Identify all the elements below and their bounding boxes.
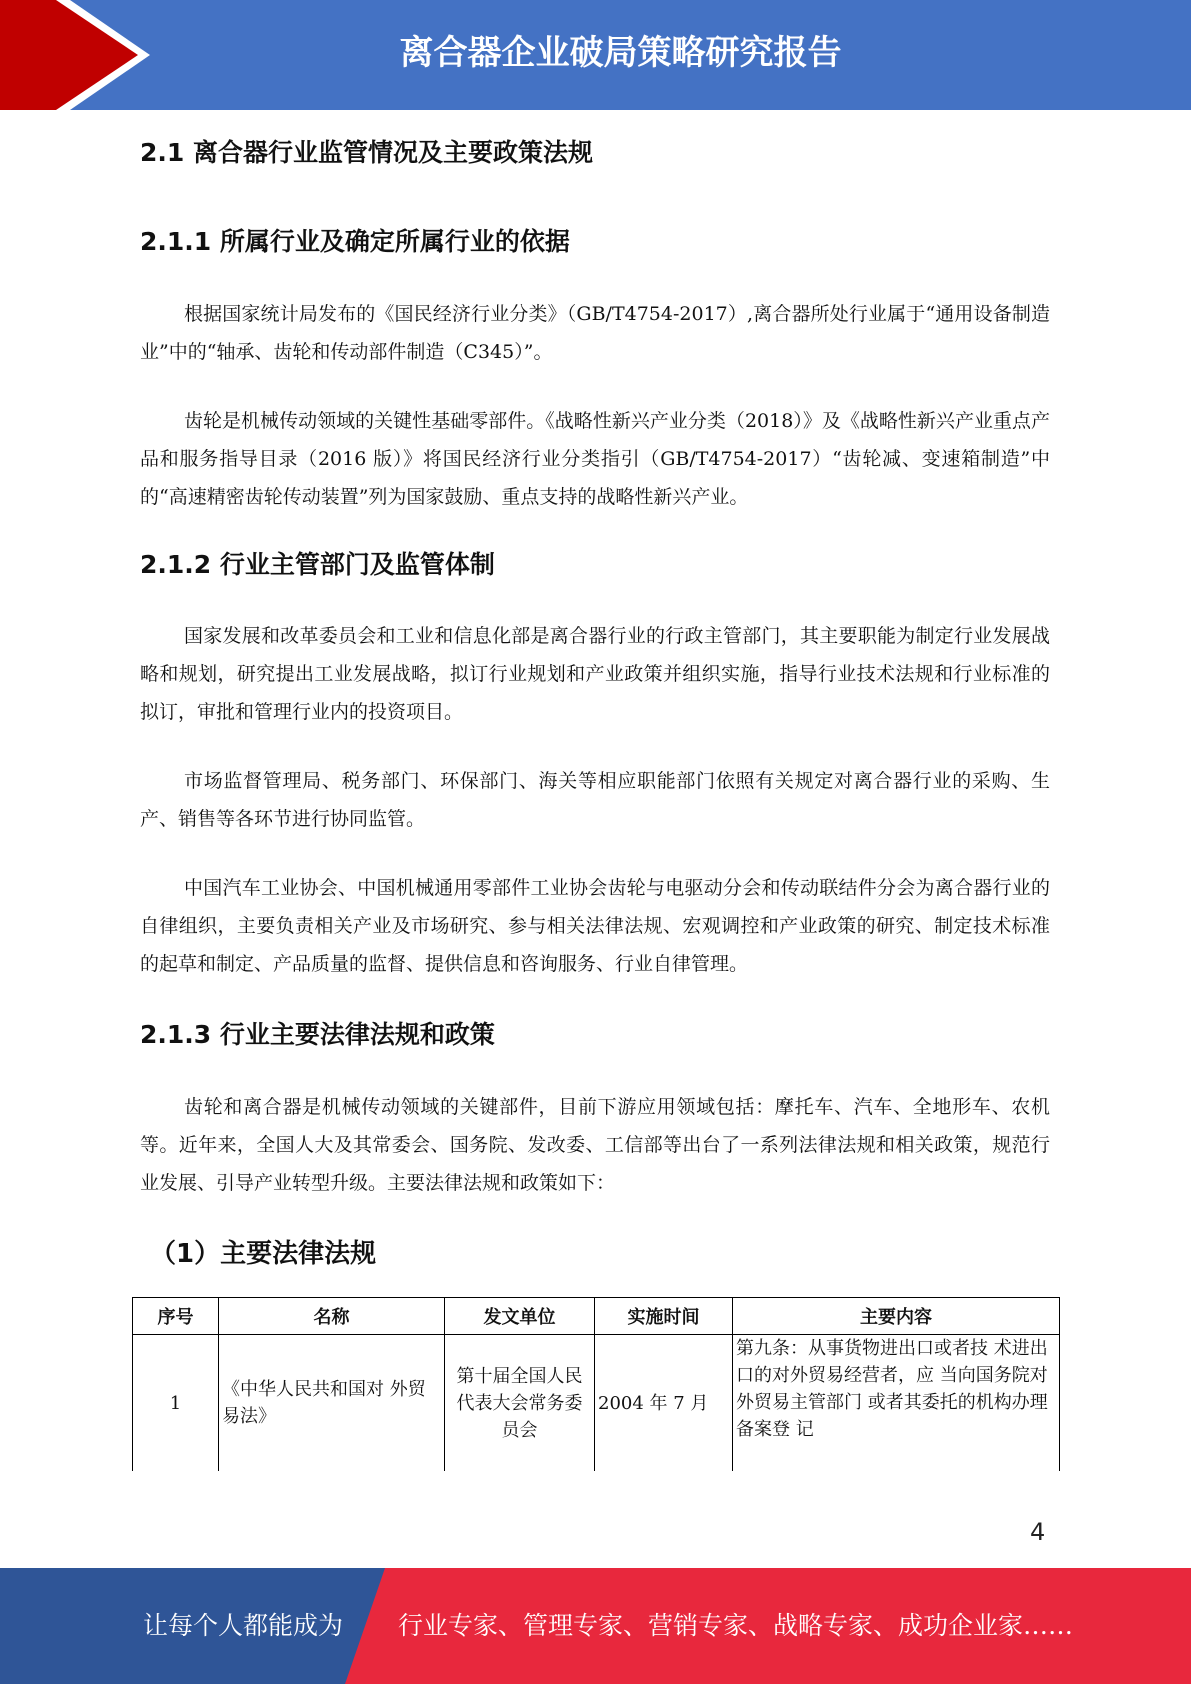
- paragraph-2-1-3-a: 齿轮和离合器是机械传动领域的关键部件，目前下游应用领域包括：摩托车、汽车、全地形车、农机等。近年来，全国人大及其常委会、国务院、发改委、工信部等出台了一系列法律法规和相关政策，规范行业发展、引导产业转型升级。主要法律法规和政策如下：: [140, 1096, 1050, 1194]
- section-heading-2-1-1: 2.1.1 所属行业及确定所属行业的依据: [140, 227, 570, 256]
- table-header-row: [133, 1298, 1060, 1335]
- column-header-name: 名称: [219, 1298, 445, 1335]
- page-header: [0, 0, 1191, 110]
- cell-date: 2004 年 7 月: [595, 1335, 733, 1472]
- section-heading-2-1: 2.1 离合器行业监管情况及主要政策法规: [140, 138, 593, 167]
- header-arrow-shape: [0, 0, 140, 110]
- cell-number: 1: [133, 1335, 219, 1472]
- cell-issuer: 第十届全国人民代表大会常务委员会: [445, 1335, 595, 1472]
- cell-content: 第九条：从事货物进出口或者技 术进出口的对外贸易经营者，应 当向国务院对外贸易主管部门 或者其委托的机构办理备案登 记: [733, 1335, 1060, 1472]
- column-header-number: 序号: [133, 1298, 219, 1335]
- page-footer: [0, 1568, 1191, 1684]
- table-row: [133, 1335, 1060, 1472]
- report-title: 离合器企业破局策略研究报告: [399, 33, 842, 73]
- paragraph-2-1-2-a: 国家发展和改革委员会和工业和信息化部是离合器行业的行政主管部门，其主要职能为制定行业发展战略和规划，研究提出工业发展战略，拟订行业规划和产业政策并组织实施，指导行业技术法规和行业标准的拟订，审批和管理行业内的投资项目。: [140, 625, 1050, 723]
- cell-name: 《中华人民共和国对 外贸易法》: [219, 1335, 445, 1472]
- page-number: 4: [1030, 1518, 1046, 1546]
- column-header-date: 实施时间: [595, 1298, 733, 1335]
- column-header-content: 主要内容: [733, 1298, 1060, 1335]
- footer-slogan-right: 行业专家、管理专家、营销专家、战略专家、成功企业家……: [398, 1611, 1074, 1640]
- section-heading-2-1-3: 2.1.3 行业主要法律法规和政策: [140, 1020, 495, 1049]
- footer-slogan-left: 让每个人都能成为: [143, 1611, 344, 1640]
- column-header-issuer: 发文单位: [445, 1298, 595, 1335]
- paragraph-2-1-1-b: 齿轮是机械传动领域的关键性基础零部件。《战略性新兴产业分类（2018）》及《战略性新兴产业重点产品和服务指导目录（2016 版）》将国民经济行业分类指引（GB/T4754-2017）“齿轮减、变速箱制造”中的“高速精密齿轮传动装置”列为国家鼓励、重点支持的战略性新兴产业。: [140, 410, 1050, 508]
- section-heading-2-1-2: 2.1.2 行业主管部门及监管体制: [140, 550, 495, 579]
- paragraph-2-1-2-b: 市场监督管理局、税务部门、环保部门、海关等相应职能部门依照有关规定对离合器行业的采购、生产、销售等各环节进行协同监管。: [140, 770, 1050, 830]
- paragraph-2-1-1-a: 根据国家统计局发布的《国民经济行业分类》（GB/T4754-2017）,离合器所处行业属于“通用设备制造业”中的“轴承、齿轮和传动部件制造（C345）”。: [140, 303, 1050, 363]
- subsection-heading-laws: （1）主要法律法规: [150, 1239, 377, 1269]
- paragraph-2-1-2-c: 中国汽车工业协会、中国机械通用零部件工业协会齿轮与电驱动分会和传动联结件分会为离合器行业的自律组织，主要负责相关产业及市场研究、参与相关法律法规、宏观调控和产业政策的研究、制定技术标准的起草和制定、产品质量的监督、提供信息和咨询服务、行业自律管理。: [140, 877, 1050, 975]
- laws-table: [132, 1297, 1060, 1471]
